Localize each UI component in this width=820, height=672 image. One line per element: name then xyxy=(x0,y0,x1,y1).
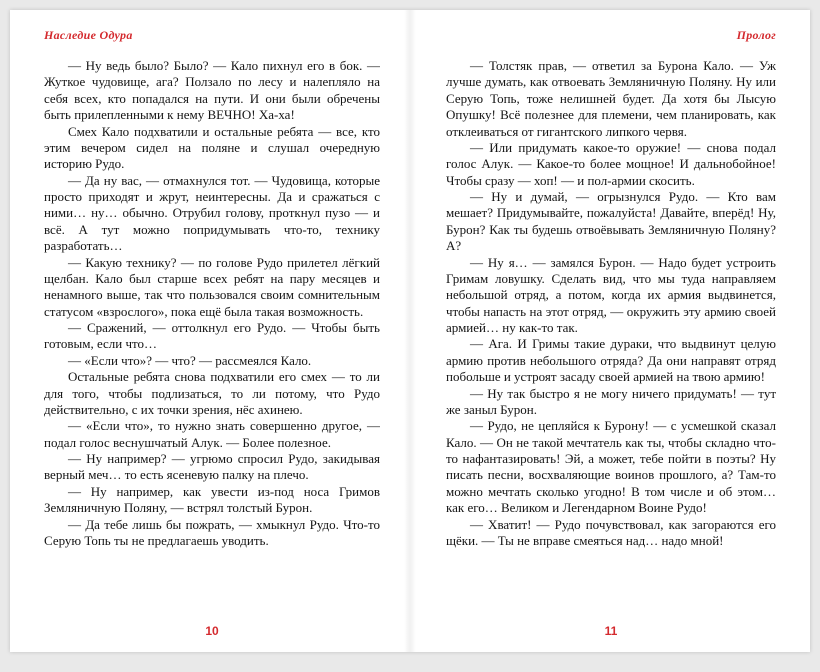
book-spread xyxy=(10,10,810,652)
paragraph: — Да тебе лишь бы пожрать, — хмыкнул Рудо. Что-то Серую Топь ты не предлагаешь уводить. xyxy=(44,516,380,548)
paragraph: — Рудо, не цепляйся к Бурону! — с усмешкой сказал Кало. — Он не такой мечтатель как ты, чтобы складно что-то нафантазировать! Эй, а может, тебе пойти в поэты? Ну писать песни, восхваляющие воинов прошлого, а? Там-то можно мечтать сколько угодно! В том числе и об этом… как его… Великом и Легендарном Воине Рудо! xyxy=(446,418,776,516)
paragraph: — Ну например, как увести из-под носа Гримов Земляничную Поляну, — встрял толстый Бурон. xyxy=(44,483,380,516)
page-body-right xyxy=(446,58,776,618)
running-header-left: Наследие Одура xyxy=(44,28,133,42)
page-right xyxy=(410,10,810,652)
paragraph: — Толстяк прав, — ответил за Бурона Кало. — Уж лучше думать, как отвоевать Земляничную Поляну. Ну или Серую Топь, тоже нелишней будет. Да хотя бы Лысую Опушку! Всё полезнее для племени, чем планировать, как отклеиваться от гигантского липкого червя. xyxy=(446,58,776,139)
running-header-right: Пролог xyxy=(736,28,776,42)
paragraph: — Или придумать какое-то оружие! — снова подал голос Алук. — Какое-то более мощное! И дальнобойное! Чтобы сразу — хоп! — и пол-армии скосить. xyxy=(446,139,776,188)
page-number-right: 11 xyxy=(604,624,618,638)
page-body-left xyxy=(44,58,380,618)
paragraph: — Сражений, — оттолкнул его Рудо. — Чтобы быть готовым, если что… xyxy=(44,320,380,352)
paragraph: — Ну так быстро я не могу ничего придумать! — тут же заныл Бурон. xyxy=(446,385,776,417)
paragraph: — Ну и думай, — огрызнулся Рудо. — Кто вам мешает? Придумывайте, пожалуйста! Давайте, вперёд! Ну, Бурон? Как ты будешь отвоёвывать Земляничную Поляну? А? xyxy=(446,189,776,254)
paragraph: — Ну например? — угрюмо спросил Рудо, закидывая верный меч… то есть ясеневую палку на плечо. xyxy=(44,451,380,483)
paragraph: — Ну я… — замялся Бурон. — Надо будет устроить Гримам ловушку. Сделать вид, что мы туда направляем небольшой отряд, а потом, когда их армия выдвинется, чтобы напасть на этот отряд, — окружить эту армию своей армией… ну как-то так. xyxy=(446,254,776,335)
paragraph: — Хватит! — Рудо почувствовал, как загораются его щёки. — Ты не вправе смеяться над… надо мной! xyxy=(446,516,776,548)
paragraph: — Какую технику? — по голове Рудо прилетел лёгкий щелбан. Кало был старше всех ребят на пару месяцев и ненамного выше, так что пользовался своим сомнительным статусом «взрослого», пока ещё была такая возможность. xyxy=(44,254,380,319)
page-number-left: 10 xyxy=(205,624,219,638)
paragraph: Смех Кало подхватили и остальные ребята — все, кто этим вечером сидел на поляне и слушал очередную историю Рудо. xyxy=(44,123,380,172)
paragraph: — Ага. И Гримы такие дураки, что выдвинут целую армию против небольшого отряда? Да они направят отряд побольше и устроят засаду своей армией на твою армию! xyxy=(446,336,776,385)
paragraph: — Ну ведь было? Было? — Кало пихнул его в бок. — Жуткое чудовище, ага? Ползало по лесу и налепляло на себя всех, кто попадался на пути. И они были обречены быть прилепленными к нему ВЕЧНО! Ха-ха! xyxy=(44,58,380,123)
paragraph: Остальные ребята снова подхватили его смех — то ли для того, чтобы подлизаться, то ли потому, что Рудо действительно, с их точки зрения, нёс ахинею. xyxy=(44,369,380,417)
page-left xyxy=(10,10,410,652)
paragraph: — «Если что», то нужно знать совершенно другое, — подал голос веснушчатый Алук. — Более полезное. xyxy=(44,418,380,450)
paragraph: — Да ну вас, — отмахнулся тот. — Чудовища, которые просто приходят и жрут, неинтересны. Да и сражаться с ними… ну… обычно. Отрубил голову, проткнул пузо — и всё. А тут можно попридумывать что-то, технику разработать… xyxy=(44,172,380,254)
paragraph: — «Если что»? — что? — рассмеялся Кало. xyxy=(68,352,312,368)
